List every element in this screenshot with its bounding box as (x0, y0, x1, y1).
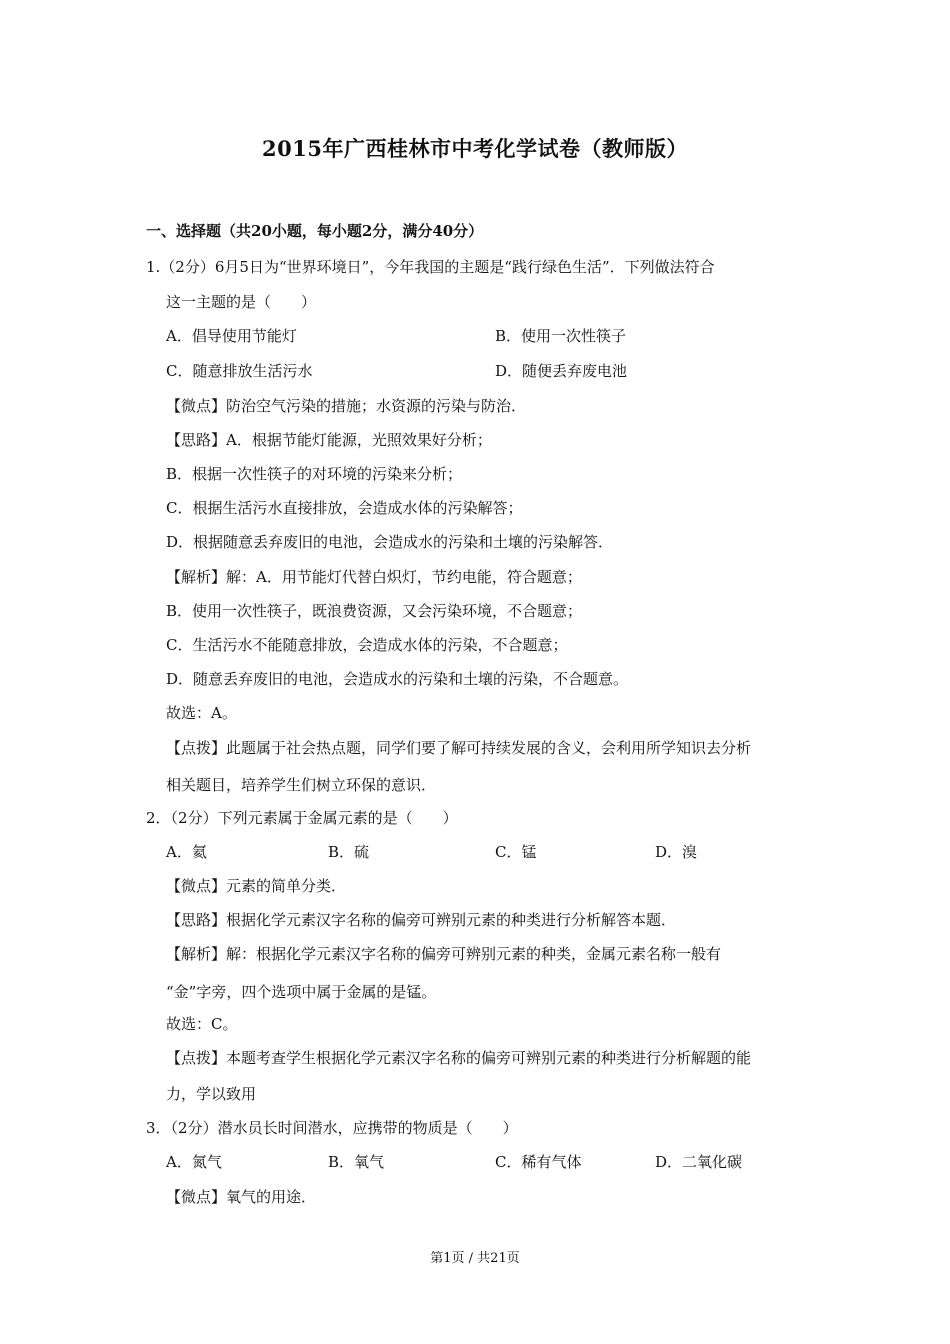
q1-approach-d: D．根据随意丢弃废旧的电池，会造成水的污染和土壤的污染解答． (166, 533, 614, 551)
q3-option-d: D．二氧化碳 (655, 1153, 743, 1171)
q2-comment: 【点拨】本题考查学生根据化学元素汉字名称的偏旁可辨别元素的种类进行分析解题的能 (166, 1049, 752, 1067)
q1-stem-line2: 这一主题的是（ ） (166, 293, 317, 311)
q2-comment-cont: 力，学以致用 (166, 1085, 257, 1103)
q3-option-c: C．稀有气体 (495, 1153, 582, 1171)
q2-option-c: C．锰 (495, 843, 537, 861)
q1-option-c: C．随意排放生活污水 (166, 362, 313, 380)
q2-key-point: 【微点】元素的简单分类． (166, 877, 347, 895)
q3-option-a: A．氮气 (166, 1153, 222, 1171)
q1-analysis-d: D．随意丢弃废旧的电池，会造成水的污染和土壤的污染，不合题意。 (166, 670, 629, 688)
q1-approach-b: B．根据一次性筷子的对环境的污染来分析； (166, 465, 463, 483)
q1-answer: 故选：A。 (166, 704, 237, 722)
q1-approach-c: C．根据生活污水直接排放，会造成水体的污染解答； (166, 499, 523, 517)
q2-answer: 故选：C。 (166, 1015, 238, 1033)
q3-stem: 3．（2分）潜水员长时间潜水，应携带的物质是（ ） (146, 1119, 518, 1137)
q1-analysis-c: C．生活污水不能随意排放，会造成水体的污染，不合题意； (166, 636, 568, 654)
q2-option-b: B．硫 (328, 843, 370, 861)
q3-option-b: B．氧气 (328, 1153, 385, 1171)
q1-analysis: 【解析】解：A．用节能灯代替白炽灯，节约电能，符合题意； (166, 568, 582, 586)
q1-comment-cont: 相关题目，培养学生们树立环保的意识． (166, 776, 437, 794)
q1-option-b: B．使用一次性筷子 (495, 327, 627, 345)
q2-approach: 【思路】根据化学元素汉字名称的偏旁可辨别元素的种类进行分析解答本题． (166, 911, 677, 929)
q1-analysis-b: B．使用一次性筷子，既浪费资源，又会污染环境，不合题意； (166, 602, 583, 620)
q2-analysis-cont: “金”字旁，四个选项中属于金属的是锰。 (166, 983, 437, 1001)
q2-option-d: D．溴 (655, 843, 698, 861)
q1-option-a: A．倡导使用节能灯 (166, 327, 297, 345)
q2-stem: 2．（2分）下列元素属于金属元素的是（ ） (146, 809, 458, 827)
q1-option-d: D．随便丢弃废电池 (495, 362, 628, 380)
q1-key-point: 【微点】防治空气污染的措施；水资源的污染与防治． (166, 397, 527, 415)
q1-approach: 【思路】A．根据节能灯能源，光照效果好分析； (166, 431, 492, 449)
q1-comment: 【点拨】此题属于社会热点题，同学们要了解可持续发展的含义，会利用所学知识去分析 (166, 739, 752, 757)
q3-key-point: 【微点】氧气的用途． (166, 1188, 317, 1206)
document-title: 2015年广西桂林市中考化学试卷（教师版） (262, 136, 688, 161)
page-footer: 第1页 / 共21页 (430, 1251, 520, 1266)
q2-analysis: 【解析】解：根据化学元素汉字名称的偏旁可辨别元素的种类，金属元素名称一般有 (166, 945, 722, 963)
q1-stem-line1: 1.（2分）6月5日为“世界环境日”，今年我国的主题是“践行绿色生活”．下列做法符合 (146, 258, 715, 276)
section-heading: 一、选择题（共20小题，每小题2分，满分40分） (146, 222, 484, 240)
q2-option-a: A．氦 (166, 843, 207, 861)
